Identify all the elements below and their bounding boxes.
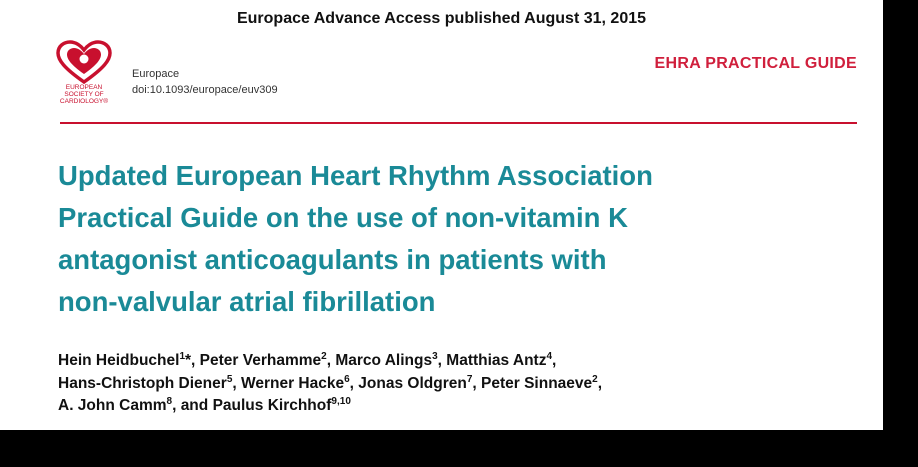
author-name[interactable]: Hans-Christoph Diener <box>58 374 227 392</box>
author-line-3 <box>58 395 858 418</box>
author-name[interactable]: Jonas Oldgren <box>358 374 467 392</box>
section-label: EHRA PRACTICAL GUIDE <box>654 55 857 72</box>
author-name[interactable]: Peter Verhamme <box>199 352 322 369</box>
author-line-2 <box>58 373 858 396</box>
advance-access-line: Europace Advance Access published August 31, 2015 <box>236 10 647 27</box>
author-list <box>58 350 858 418</box>
heart-logo-icon <box>52 40 116 84</box>
author-name[interactable]: A. John Camm <box>58 397 167 414</box>
article-title <box>58 155 858 323</box>
title-line-2: Practical Guide on the use of non-vitamin K <box>58 202 628 233</box>
author-name[interactable]: Werner Hacke <box>241 374 345 392</box>
author-affiliation: 8 <box>166 395 173 407</box>
author-separator: , <box>552 352 557 369</box>
author-name[interactable]: Marco Alings <box>335 352 433 369</box>
logo-text-line-1: EUROPEAN <box>65 84 103 91</box>
header-divider <box>60 122 857 124</box>
author-affiliation: 1 <box>179 350 185 362</box>
author-affiliation: 2 <box>321 350 327 362</box>
logo-text-line-3: CARDIOLOGY® <box>59 98 109 105</box>
author-separator: , <box>437 352 447 369</box>
author-affiliation: 6 <box>344 373 350 385</box>
author-affiliation: 9,10 <box>331 395 351 407</box>
author-separator: , and <box>172 397 213 414</box>
author-separator: *, <box>185 352 200 369</box>
author-affiliation: 4 <box>546 350 553 362</box>
author-name[interactable]: Paulus Kirchhof <box>212 397 332 414</box>
author-line-1 <box>58 350 858 373</box>
journal-info <box>132 66 278 98</box>
title-line-3: antagonist anticoagulants in patients with <box>58 244 607 275</box>
author-separator: , <box>349 374 359 392</box>
logo-text-line-2: SOCIETY OF <box>64 91 104 98</box>
author-affiliation: 7 <box>466 373 473 385</box>
author-name[interactable]: Matthias Antz <box>446 352 547 369</box>
journal-name: Europace <box>132 68 180 80</box>
title-line-4: non-valvular atrial fibrillation <box>58 286 436 317</box>
author-name[interactable]: Hein Heidbuchel <box>58 352 180 369</box>
author-affiliation: 3 <box>432 350 438 362</box>
esc-logo <box>52 40 116 114</box>
author-separator: , <box>472 374 482 392</box>
author-separator: , <box>326 352 336 369</box>
author-name[interactable]: Peter Sinnaeve <box>481 374 593 392</box>
doi-link[interactable]: doi:10.1093/europace/euv309 <box>132 84 278 96</box>
author-affiliation: 5 <box>226 373 233 385</box>
author-separator: , <box>597 374 603 392</box>
author-separator: , <box>232 374 241 392</box>
title-line-1: Updated European Heart Rhythm Association <box>58 160 653 191</box>
author-affiliation: 2 <box>592 373 598 385</box>
